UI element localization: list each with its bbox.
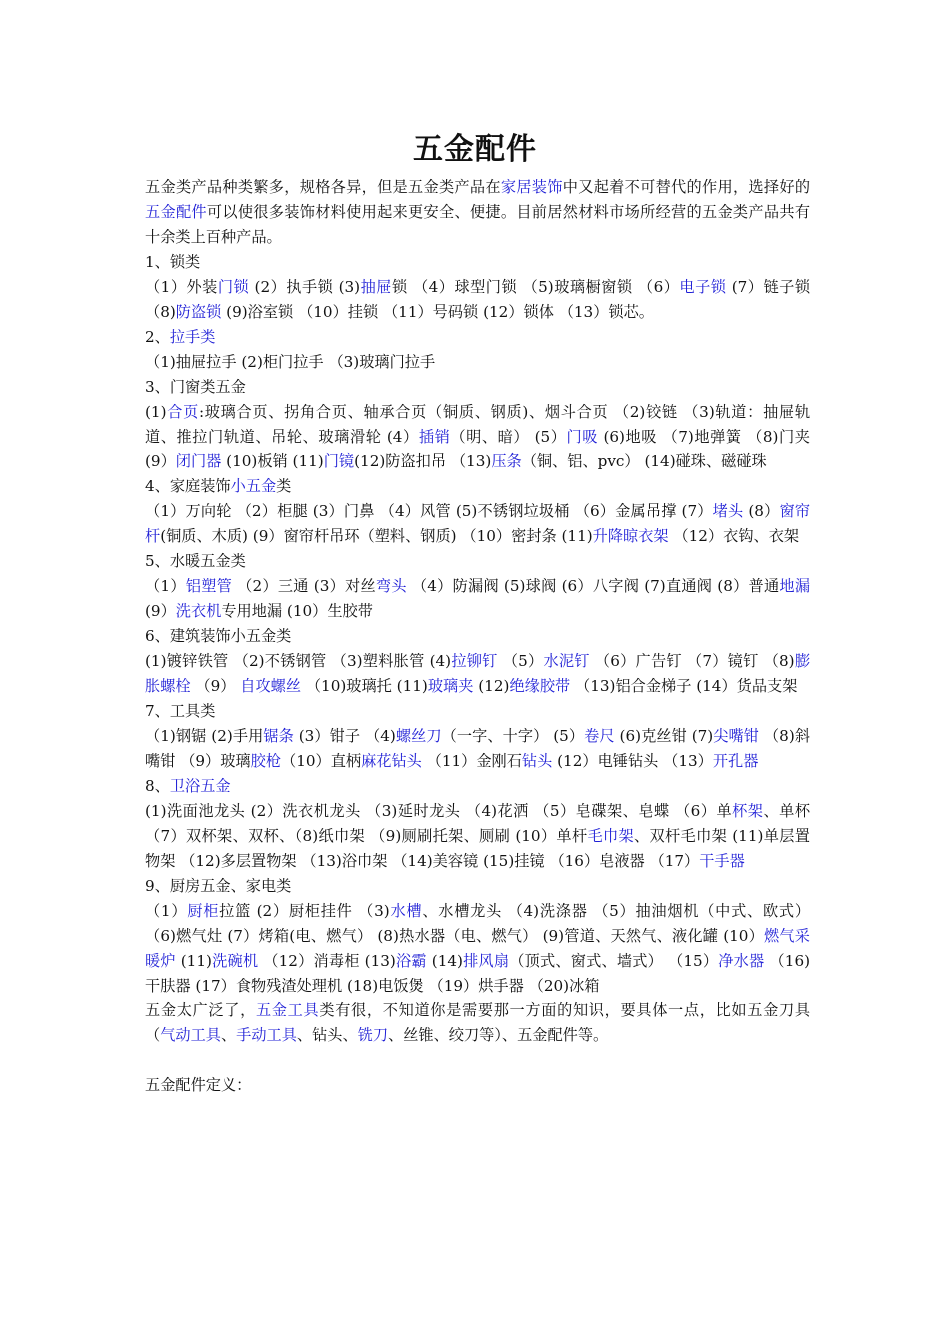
- keyword-link[interactable]: 气动工具: [160, 1026, 221, 1045]
- keyword-link[interactable]: 门吸: [566, 427, 599, 446]
- keyword-link[interactable]: 排风扇: [462, 951, 510, 970]
- keyword-link[interactable]: 堵头: [712, 502, 744, 521]
- text-run: (9)浴室锁 （10）挂锁 （11）号码锁 (12）锁体 （13）锁芯。: [221, 302, 654, 321]
- paragraph: [145, 724, 810, 774]
- keyword-link[interactable]: 拉手类: [169, 327, 216, 346]
- keyword-link[interactable]: 升降晾衣架: [592, 527, 669, 546]
- text-run: (3）钳子 （4): [293, 726, 396, 745]
- text-run: :玻璃合页、拐角合页、轴承合页（铜质、钢质)、烟斗合页 （2)铰链 （3)轨道：抽屉轨道、推拉门轨道、吊轮、玻璃滑轮 (4）: [145, 402, 811, 446]
- keyword-link[interactable]: 麻花钻头: [361, 751, 422, 770]
- text-run: 2、: [145, 327, 170, 346]
- keyword-link[interactable]: 弯头: [375, 577, 407, 596]
- keyword-link[interactable]: 干手器: [699, 851, 745, 870]
- section-heading: [145, 325, 810, 350]
- text-run: 9、厨房五金、家电类: [145, 876, 292, 895]
- keyword-link[interactable]: 卫浴五金: [169, 776, 231, 795]
- text-run: （顶式、窗式、墙式） （15）: [509, 951, 719, 970]
- keyword-link[interactable]: 洗衣机: [175, 602, 222, 621]
- text-run: 五金太广泛了，: [145, 1001, 256, 1020]
- text-run: 类: [276, 477, 292, 496]
- keyword-link[interactable]: 拉铆钉: [451, 652, 498, 671]
- keyword-link[interactable]: 防盗锁: [175, 302, 222, 321]
- text-run: （13)铝合金梯子 (14）货品支架: [570, 677, 798, 696]
- section-heading: [145, 474, 810, 499]
- paragraph: [145, 275, 810, 325]
- section-heading: [145, 1073, 810, 1098]
- keyword-link[interactable]: 厨柜: [187, 901, 220, 920]
- keyword-link[interactable]: 燃气采暖炉: [145, 926, 810, 970]
- keyword-link[interactable]: 五金配件: [145, 202, 207, 221]
- keyword-link[interactable]: 插销: [418, 427, 451, 446]
- section-heading: [145, 549, 810, 574]
- paragraph: [145, 899, 810, 999]
- section-heading: [145, 624, 810, 649]
- paragraph: [145, 998, 810, 1048]
- text-run: 7、工具类: [145, 702, 216, 721]
- text-run: 1、锁类: [145, 252, 201, 271]
- text-run: 3、门窗类五金: [145, 377, 246, 396]
- text-run: (2）执手锁 (3): [249, 277, 361, 296]
- keyword-link[interactable]: 洗碗机: [211, 951, 259, 970]
- keyword-link[interactable]: 抽屉: [360, 277, 392, 296]
- text-run: 、单杯 （7）双杯架、双杯、（8)纸巾架 （9)厕刷托架、厕刷 (10）单杆: [145, 801, 811, 845]
- keyword-link[interactable]: 门锁: [217, 277, 250, 296]
- text-run: 中又起着不可替代的作用，选择好的: [562, 178, 811, 196]
- text-run: 拉篮 (2）厨柜挂件 （3): [219, 901, 390, 920]
- text-run: 可以使很多装饰材料使用起来更安全、便捷。目前居然材料市场所经营的五金类产品共有十余类上百种产品。: [145, 202, 811, 246]
- keyword-link[interactable]: 绝缘胶带: [509, 677, 571, 696]
- paragraph: [145, 350, 810, 375]
- keyword-link[interactable]: 锯条: [263, 726, 294, 745]
- text-run: (铜质、木质) (9）窗帘杆吊环（塑料、钢质) （10）密封条 (11): [160, 527, 593, 546]
- keyword-link[interactable]: 五金工具: [255, 1001, 320, 1020]
- section-heading: [145, 699, 810, 724]
- keyword-link[interactable]: 手动工具: [236, 1026, 297, 1045]
- text-run: （1）: [145, 901, 188, 920]
- keyword-link[interactable]: 浴霸: [395, 951, 427, 970]
- text-run: (7）链子锁 （8): [145, 277, 811, 321]
- keyword-link[interactable]: 螺丝刀: [395, 726, 442, 745]
- document-body: [145, 175, 810, 1098]
- text-run: （10）直柄: [281, 751, 362, 770]
- text-run: （5）: [497, 652, 544, 671]
- text-run: （4）防漏阀 (5)球阀 (6）八字阀 (7)直通阀 (8）普通: [406, 577, 780, 596]
- text-run: 、双杆毛巾架 (11)单层置物架 （12)多层置物架 （13)浴巾架 （14)美容镜 (15)挂镜 （16）皂液器 （17）: [145, 826, 810, 870]
- text-run: 、钻头、: [296, 1026, 358, 1045]
- paragraph: [145, 400, 810, 475]
- keyword-link[interactable]: 压条: [491, 452, 522, 471]
- keyword-link[interactable]: 毛巾架: [587, 826, 635, 845]
- keyword-link[interactable]: 家居装饰: [500, 178, 563, 196]
- text-run: （1）万向轮 （2）柜腿 (3）门鼻 （4）风管 (5)不锈钢垃圾桶 （6）金属吊撑 (7）: [145, 502, 713, 521]
- text-run: (9）: [145, 602, 176, 621]
- keyword-link[interactable]: 铝塑管: [185, 577, 233, 596]
- text-run: （1)抽屉拉手 (2)柜门拉手 （3)玻璃门拉手: [145, 352, 436, 371]
- keyword-link[interactable]: 铣刀: [357, 1026, 388, 1045]
- paragraph: [145, 649, 810, 699]
- text-run: （9）: [190, 677, 241, 696]
- keyword-link[interactable]: 合页: [166, 402, 199, 421]
- blank-line: [145, 1048, 810, 1073]
- keyword-link[interactable]: 钻头: [521, 751, 553, 770]
- text-run: （12）消毒柜 (13): [258, 951, 396, 970]
- text-run: （8)斜嘴钳 （9）玻璃: [145, 726, 811, 770]
- text-run: （11）金刚石: [421, 751, 522, 770]
- keyword-link[interactable]: 水槽: [389, 901, 423, 920]
- text-run: （铜、铝、pvc） (14)碰珠、磁碰珠: [521, 452, 767, 471]
- paragraph: [145, 499, 810, 549]
- paragraph: [145, 175, 810, 250]
- keyword-link[interactable]: 玻璃夹: [427, 677, 474, 696]
- text-run: 锁 （4）球型门锁 （5)玻璃橱窗锁 （6）: [391, 277, 680, 296]
- text-run: （1）外装: [145, 277, 218, 296]
- keyword-link[interactable]: 窗帘杆: [145, 502, 811, 546]
- text-run: (10)板销 (11): [221, 452, 324, 471]
- keyword-link[interactable]: 胶枪: [250, 751, 281, 770]
- text-run: (8）: [743, 502, 780, 521]
- text-run: 、水槽龙头 （4)洗涤器 （5）抽油烟机（中式、欧式） （6)燃气灶 (7）烤箱(电、燃气） (8)热水器（电、燃气） (9)管道、天然气、液化罐 (10）: [145, 901, 811, 945]
- text-run: (1)镀锌铁管 （2)不锈钢管 （3)塑料胀管 (4): [145, 652, 452, 671]
- text-run: （12）衣钩、衣架: [668, 527, 800, 546]
- text-run: (1): [145, 402, 167, 421]
- text-run: （一字、十字） (5）: [441, 726, 585, 745]
- text-run: 6、建筑装饰小五金类: [145, 627, 292, 646]
- text-run: 专用地漏 (10）生胶带: [221, 602, 373, 621]
- keyword-link[interactable]: 膨胀螺栓: [145, 652, 811, 696]
- keyword-link[interactable]: 自攻螺丝: [240, 677, 302, 696]
- text-run: （10)玻璃托 (11): [301, 677, 428, 696]
- keyword-link[interactable]: 净水器: [718, 951, 765, 970]
- text-run: （1)钢锯 (2)手用: [145, 726, 264, 745]
- keyword-link[interactable]: 电子锁: [679, 277, 727, 296]
- text-run: (6)地吸 （7)地弹簧 （8)门夹 (9）: [145, 427, 810, 471]
- section-heading: [145, 774, 810, 799]
- keyword-link[interactable]: 开孔器: [712, 751, 759, 770]
- keyword-link[interactable]: 尖嘴钳: [713, 726, 760, 745]
- text-run: 五金配件定义：: [145, 1076, 252, 1095]
- keyword-link[interactable]: 小五金: [230, 477, 277, 496]
- text-run: 、丝锥、绞刀等）、五金配件等。: [388, 1026, 609, 1045]
- paragraph: [145, 799, 810, 874]
- text-run: 4、家庭装饰: [145, 477, 231, 496]
- text-run: （2）三通 (3）对丝: [232, 577, 376, 596]
- text-run: 8、: [145, 776, 170, 795]
- text-run: (6)克丝钳 (7): [614, 726, 714, 745]
- keyword-link[interactable]: 卷尺: [584, 726, 615, 745]
- section-heading: [145, 250, 810, 275]
- text-run: 5、水暖五金类: [145, 552, 246, 571]
- text-run: 、: [220, 1026, 237, 1045]
- text-run: （6）广告钉 （7）镜钉 （8): [589, 652, 795, 671]
- paragraph: [145, 574, 810, 624]
- section-heading: [145, 874, 810, 899]
- keyword-link[interactable]: 闭门器: [175, 452, 222, 471]
- section-heading: [145, 375, 810, 400]
- document-title: 五金配件: [413, 132, 537, 167]
- text-run: 类有很，不知道你是需要那一方面的知识，要具体一点，比如五金刀具（: [145, 1001, 811, 1045]
- keyword-link[interactable]: 杯架: [732, 801, 764, 820]
- text-run: (12): [473, 677, 510, 696]
- text-run: (12)防盗扣吊 （13): [354, 452, 492, 471]
- text-run: (12）电锤钻头 （13）: [552, 751, 713, 770]
- keyword-link[interactable]: 地漏: [779, 577, 811, 596]
- text-run: （明、暗） (5）: [450, 427, 567, 446]
- keyword-link[interactable]: 水泥钉: [543, 652, 590, 671]
- keyword-link[interactable]: 门镜: [323, 452, 355, 471]
- text-run: (14): [426, 951, 463, 970]
- text-run: （1）: [145, 577, 186, 596]
- text-run: （16)干肤器 (17）食物残渣处理机 (18)电饭煲 （19）烘手器 （20)冰箱: [145, 951, 811, 995]
- text-run: 五金类产品种类繁多，规格各异，但是五金类产品在: [145, 178, 501, 196]
- text-run: (1)洗面池龙头 (2）洗衣机龙头 （3)延时龙头 （4)花洒 （5）皂碟架、皂蝶 （6）单: [145, 801, 733, 820]
- text-run: (11): [175, 951, 212, 970]
